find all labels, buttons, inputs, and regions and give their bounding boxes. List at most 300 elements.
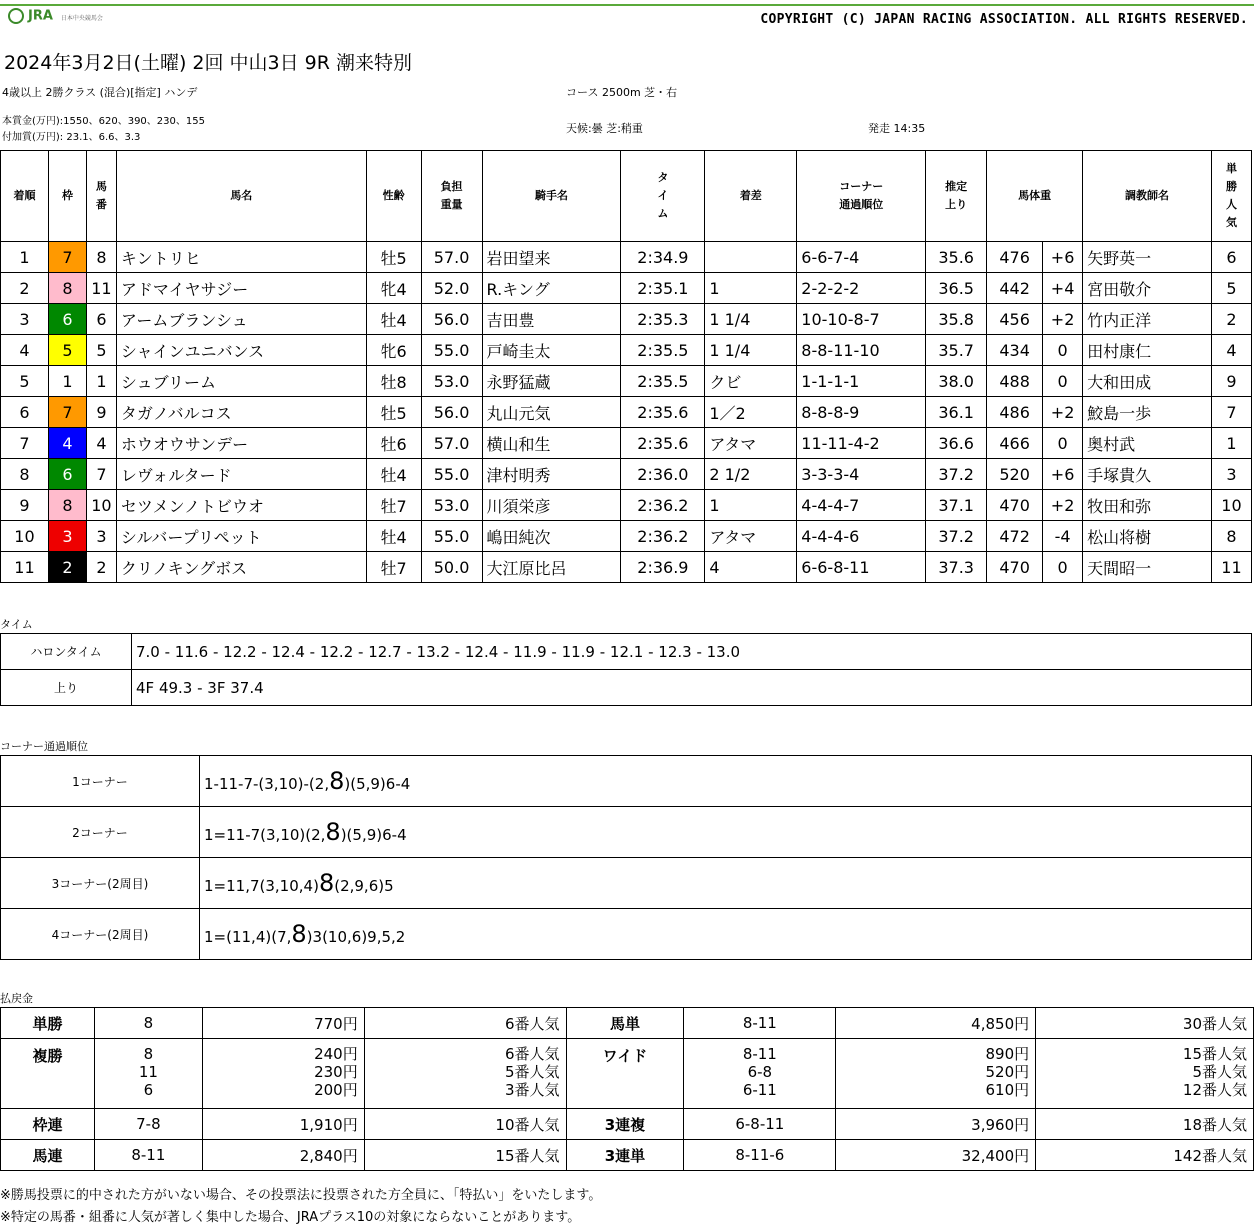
- last3f-cell: 35.7: [926, 335, 987, 366]
- load-cell: 56.0: [421, 304, 482, 335]
- corner-label: 2コーナー: [1, 807, 200, 858]
- corner-row: [1, 807, 1252, 858]
- header-rank: 着順: [1, 151, 49, 242]
- wakuren-label: 枠連: [1, 1109, 95, 1140]
- fukusho-label: 複勝: [1, 1039, 95, 1109]
- fukusho-combo-3: 6: [143, 1081, 154, 1099]
- header-body: 馬体重: [987, 151, 1083, 242]
- time-cell: 2:35.5: [621, 366, 705, 397]
- result-row: [1, 428, 1252, 459]
- last3f-cell: 36.1: [926, 397, 987, 428]
- rank-cell: 6: [1, 397, 49, 428]
- note-2: ※特定の馬番・組番に人気が著しく集中した場合、JRAプラス10の対象にならないことがあります。: [0, 1210, 581, 1225]
- wide-combo-2: 6-8: [747, 1063, 773, 1081]
- trainer-cell: 奥村武: [1083, 428, 1212, 459]
- fukusho-amount-3: 200円: [314, 1081, 358, 1099]
- time-cell: 2:35.1: [621, 273, 705, 304]
- corner-order: [200, 807, 1252, 858]
- header-last3f-label: 推定 上り: [945, 180, 968, 211]
- payout-table: [0, 1007, 1254, 1171]
- last3f-cell: 36.5: [926, 273, 987, 304]
- body-weight-cell: 466: [987, 428, 1043, 459]
- prize-main: 本賞金(万円):1550、620、390、230、155: [2, 116, 205, 127]
- times-table: [0, 633, 1252, 706]
- horse-name-cell: ホウオウサンデー: [116, 428, 366, 459]
- umatan-pop: 30番人気: [1036, 1008, 1254, 1039]
- tansho-combo: 8: [94, 1008, 202, 1039]
- jockey-cell: 川須栄彦: [482, 490, 621, 521]
- popularity-cell: 5: [1211, 273, 1251, 304]
- corner-row: [1, 756, 1252, 807]
- header-time-label: タ イ ム: [657, 171, 669, 220]
- result-row: [1, 335, 1252, 366]
- jockey-cell: 横山和生: [482, 428, 621, 459]
- result-row: [1, 521, 1252, 552]
- corner-order-pre: 1=(11,4)(7,: [204, 928, 292, 946]
- corner-order-cell: 3-3-3-4: [797, 459, 926, 490]
- rank-cell: 3: [1, 304, 49, 335]
- jockey-cell: 大江原比呂: [482, 552, 621, 583]
- wide-amount: [836, 1039, 1036, 1109]
- race-weather: 天候:曇 芝:稍重: [566, 122, 643, 135]
- trainer-cell: 鮫島一歩: [1083, 397, 1212, 428]
- rank-cell: 4: [1, 335, 49, 366]
- trainer-cell: 松山将樹: [1083, 521, 1212, 552]
- corner-body: [1, 756, 1252, 960]
- time-cell: 2:36.0: [621, 459, 705, 490]
- load-cell: 53.0: [421, 490, 482, 521]
- jockey-cell: 丸山元気: [482, 397, 621, 428]
- sex-age-cell: 牡7: [366, 552, 421, 583]
- rank-cell: 8: [1, 459, 49, 490]
- horse-name-cell: タガノバルコス: [116, 397, 366, 428]
- fukusho-pop: [364, 1039, 566, 1109]
- body-weight-cell: 486: [987, 397, 1043, 428]
- trainer-cell: 田村康仁: [1083, 335, 1212, 366]
- popularity-cell: 2: [1211, 304, 1251, 335]
- margin-cell: 1 1/4: [705, 335, 797, 366]
- last3f-cell: 35.8: [926, 304, 987, 335]
- result-row: [1, 273, 1252, 304]
- horse-number-cell: 7: [86, 459, 116, 490]
- fukusho-amount-1: 240円: [314, 1045, 358, 1063]
- waku-cell: 4: [48, 428, 86, 459]
- wide-pop-2: 5番人気: [1192, 1063, 1247, 1081]
- waku-cell: 3: [48, 521, 86, 552]
- results-table: [0, 150, 1252, 583]
- margin-cell: 2 1/2: [705, 459, 797, 490]
- payout-section-label: 払戻金: [0, 992, 33, 1005]
- header-jockey: 騎手名: [482, 151, 621, 242]
- umaren-pop: 15番人気: [364, 1140, 566, 1171]
- corner-row: [1, 858, 1252, 909]
- popularity-cell: 4: [1211, 335, 1251, 366]
- waku-cell: 6: [48, 304, 86, 335]
- horse-number-cell: 9: [86, 397, 116, 428]
- time-cell: 2:35.5: [621, 335, 705, 366]
- header-last3f: [926, 151, 987, 242]
- weight-diff-cell: +2: [1043, 304, 1083, 335]
- fukusho-pop-1: 6番人気: [504, 1045, 560, 1063]
- popularity-cell: 9: [1211, 366, 1251, 397]
- corner-order-cell: 6-6-7-4: [797, 242, 926, 273]
- header-pop: [1211, 151, 1251, 242]
- jockey-cell: 戸崎圭太: [482, 335, 621, 366]
- trainer-cell: 牧田和弥: [1083, 490, 1212, 521]
- body-weight-cell: 434: [987, 335, 1043, 366]
- time-cell: 2:36.2: [621, 490, 705, 521]
- umatan-amount: 4,850円: [836, 1008, 1036, 1039]
- weight-diff-cell: 0: [1043, 428, 1083, 459]
- waku-cell: 2: [48, 552, 86, 583]
- wide-amount-2: 520円: [985, 1063, 1030, 1081]
- sex-age-cell: 牝4: [366, 273, 421, 304]
- fukusho-combo-1: 8: [143, 1045, 154, 1063]
- corner-order-cell: 4-4-4-6: [797, 521, 926, 552]
- result-row: [1, 459, 1252, 490]
- rank-cell: 2: [1, 273, 49, 304]
- margin-cell: アタマ: [705, 428, 797, 459]
- horse-name-cell: アドマイヤサジー: [116, 273, 366, 304]
- fukusho-pop-3: 3番人気: [504, 1081, 560, 1099]
- corner-row: [1, 909, 1252, 960]
- race-start-time: 発走 14:35: [868, 122, 926, 135]
- weight-diff-cell: +2: [1043, 490, 1083, 521]
- corner-order-post: (2,9,6)5: [334, 877, 394, 895]
- sex-age-cell: 牡4: [366, 304, 421, 335]
- jockey-cell: 吉田豊: [482, 304, 621, 335]
- horse-number-cell: 8: [86, 242, 116, 273]
- last3f-cell: 37.2: [926, 459, 987, 490]
- jockey-cell: 永野猛蔵: [482, 366, 621, 397]
- jockey-cell: 津村明秀: [482, 459, 621, 490]
- umaren-combo: 8-11: [94, 1140, 202, 1171]
- trainer-cell: 手塚貴久: [1083, 459, 1212, 490]
- jockey-cell: R.キング: [482, 273, 621, 304]
- sex-age-cell: 牡4: [366, 459, 421, 490]
- wide-amount-1: 890円: [985, 1045, 1030, 1063]
- sanrenpuku-pop: 18番人気: [1036, 1109, 1254, 1140]
- margin-cell: 1: [705, 273, 797, 304]
- fukusho-amount-2: 230円: [314, 1063, 358, 1081]
- load-cell: 53.0: [421, 366, 482, 397]
- trainer-cell: 矢野英一: [1083, 242, 1212, 273]
- weight-diff-cell: +2: [1043, 397, 1083, 428]
- load-cell: 56.0: [421, 397, 482, 428]
- sex-age-cell: 牝6: [366, 335, 421, 366]
- jra-logo[interactable]: [8, 8, 103, 24]
- header-corner: [797, 151, 926, 242]
- result-row: [1, 242, 1252, 273]
- waku-cell: 7: [48, 397, 86, 428]
- time-cell: 2:35.3: [621, 304, 705, 335]
- header-pop-label: 単 勝 人 気: [1225, 162, 1237, 229]
- popularity-cell: 11: [1211, 552, 1251, 583]
- corner-order-cell: 1-1-1-1: [797, 366, 926, 397]
- agari-label: 上り: [1, 670, 132, 706]
- rank-cell: 5: [1, 366, 49, 397]
- wide-pop-1: 15番人気: [1182, 1045, 1247, 1063]
- wide-label: ワイド: [566, 1039, 684, 1109]
- popularity-cell: 10: [1211, 490, 1251, 521]
- sanrentan-pop: 142番人気: [1036, 1140, 1254, 1171]
- payout-row-fukusho: [1, 1039, 1254, 1109]
- waku-cell: 6: [48, 459, 86, 490]
- weight-diff-cell: 0: [1043, 335, 1083, 366]
- last3f-cell: 35.6: [926, 242, 987, 273]
- horse-name-cell: アームブランシュ: [116, 304, 366, 335]
- fukusho-amount: [202, 1039, 364, 1109]
- popularity-cell: 8: [1211, 521, 1251, 552]
- header-num: [86, 151, 116, 242]
- note-1: ※勝馬投票に的中された方がいない場合、その投票法に投票された方全員に、「特払い」をいたします。: [0, 1188, 602, 1203]
- page-header: [0, 0, 1254, 36]
- corner-section-label: コーナー通過順位: [0, 740, 88, 753]
- jockey-cell: 嶋田純次: [482, 521, 621, 552]
- corner-order-big: 8: [291, 920, 307, 948]
- tansho-amount: 770円: [202, 1008, 364, 1039]
- corner-order: [200, 909, 1252, 960]
- corner-order-big: 8: [325, 818, 341, 846]
- last3f-cell: 37.1: [926, 490, 987, 521]
- fukusho-pop-2: 5番人気: [504, 1063, 560, 1081]
- sex-age-cell: 牡8: [366, 366, 421, 397]
- race-conditions: 4歳以上 2勝クラス (混合)[指定] ハンデ: [2, 86, 198, 99]
- body-weight-cell: 520: [987, 459, 1043, 490]
- horse-number-cell: 2: [86, 552, 116, 583]
- tansho-pop: 6番人気: [364, 1008, 566, 1039]
- load-cell: 50.0: [421, 552, 482, 583]
- last3f-cell: 37.2: [926, 521, 987, 552]
- time-cell: 2:36.9: [621, 552, 705, 583]
- corner-order-cell: 4-4-4-7: [797, 490, 926, 521]
- margin-cell: 4: [705, 552, 797, 583]
- trainer-cell: 竹内正洋: [1083, 304, 1212, 335]
- corner-order-pre: 1-11-7-(3,10)-(2,: [204, 775, 330, 793]
- fukusho-combo: [94, 1039, 202, 1109]
- margin-cell: 1: [705, 490, 797, 521]
- margin-cell: 1／2: [705, 397, 797, 428]
- rank-cell: 1: [1, 242, 49, 273]
- sanrenpuku-combo: 6-8-11: [684, 1109, 836, 1140]
- sex-age-cell: 牡5: [366, 242, 421, 273]
- payout-row-wakuren: [1, 1109, 1254, 1140]
- results-header-row: [1, 151, 1252, 242]
- umaren-label: 馬連: [1, 1140, 95, 1171]
- corner-order: [200, 858, 1252, 909]
- jra-logo-icon: [8, 8, 24, 24]
- horse-name-cell: シルバープリペット: [116, 521, 366, 552]
- load-cell: 55.0: [421, 335, 482, 366]
- corner-order-big: 8: [318, 869, 335, 897]
- corner-label: 3コーナー(2周目): [1, 858, 200, 909]
- header-num-label: 馬 番: [95, 180, 107, 211]
- result-row: [1, 490, 1252, 521]
- tansho-label: 単勝: [1, 1008, 95, 1039]
- jockey-cell: 岩田望来: [482, 242, 621, 273]
- sex-age-cell: 牡4: [366, 521, 421, 552]
- margin-cell: クビ: [705, 366, 797, 397]
- corner-label: 1コーナー: [1, 756, 200, 807]
- halon-row: [1, 634, 1252, 670]
- weight-diff-cell: -4: [1043, 521, 1083, 552]
- body-weight-cell: 488: [987, 366, 1043, 397]
- waku-cell: 7: [48, 242, 86, 273]
- rank-cell: 11: [1, 552, 49, 583]
- sanrentan-amount: 32,400円: [836, 1140, 1036, 1171]
- corner-table: [0, 755, 1252, 960]
- prize-extra: 付加賞(万円): 23.1、6.6、3.3: [2, 132, 141, 143]
- corner-order-big: 8: [329, 767, 345, 795]
- time-cell: 2:35.6: [621, 397, 705, 428]
- copyright-text: COPYRIGHT (C) JAPAN RACING ASSOCIATION. ALL RIGHTS RESERVED.: [760, 12, 1248, 27]
- logo-subtext: 日本中央競馬会: [60, 14, 103, 22]
- race-title: 2024年3月2日(土曜) 2回 中山3日 9R 潮来特別: [4, 52, 412, 74]
- load-cell: 57.0: [421, 428, 482, 459]
- horse-name-cell: クリノキングボス: [116, 552, 366, 583]
- load-cell: 57.0: [421, 242, 482, 273]
- fukusho-combo-2: 11: [138, 1063, 158, 1081]
- times-section-label: タイム: [0, 618, 33, 631]
- corner-order-cell: 10-10-8-7: [797, 304, 926, 335]
- sanrenpuku-amount: 3,960円: [836, 1109, 1036, 1140]
- waku-cell: 8: [48, 273, 86, 304]
- horse-name-cell: シュブリーム: [116, 366, 366, 397]
- header-load-label: 負担 重量: [440, 180, 463, 211]
- time-cell: 2:36.2: [621, 521, 705, 552]
- wide-amount-3: 610円: [985, 1081, 1030, 1099]
- body-weight-cell: 456: [987, 304, 1043, 335]
- result-row: [1, 552, 1252, 583]
- umatan-combo: 8-11: [684, 1008, 836, 1039]
- corner-order-pre: 1=11-7(3,10)(2,: [204, 826, 326, 844]
- corner-order-cell: 8-8-11-10: [797, 335, 926, 366]
- margin-cell: 1 1/4: [705, 304, 797, 335]
- body-weight-cell: 472: [987, 521, 1043, 552]
- corner-label: 4コーナー(2周目): [1, 909, 200, 960]
- horse-number-cell: 11: [86, 273, 116, 304]
- margin-cell: アタマ: [705, 521, 797, 552]
- trainer-cell: 天間昭一: [1083, 552, 1212, 583]
- corner-order-cell: 6-6-8-11: [797, 552, 926, 583]
- header-waku: 枠: [48, 151, 86, 242]
- results-body: [1, 242, 1252, 583]
- header-divider: [0, 4, 1254, 6]
- body-weight-cell: 470: [987, 490, 1043, 521]
- horse-number-cell: 5: [86, 335, 116, 366]
- header-trainer: 調教師名: [1083, 151, 1212, 242]
- popularity-cell: 6: [1211, 242, 1251, 273]
- horse-number-cell: 1: [86, 366, 116, 397]
- corner-order: [200, 756, 1252, 807]
- sex-age-cell: 牡6: [366, 428, 421, 459]
- weight-diff-cell: 0: [1043, 366, 1083, 397]
- logo-text: JRA: [28, 8, 53, 24]
- time-cell: 2:35.6: [621, 428, 705, 459]
- weight-diff-cell: +6: [1043, 459, 1083, 490]
- wide-pop: [1036, 1039, 1254, 1109]
- body-weight-cell: 476: [987, 242, 1043, 273]
- result-row: [1, 397, 1252, 428]
- wakuren-combo: 7-8: [94, 1109, 202, 1140]
- rank-cell: 10: [1, 521, 49, 552]
- body-weight-cell: 442: [987, 273, 1043, 304]
- horse-number-cell: 6: [86, 304, 116, 335]
- wide-combo: [684, 1039, 836, 1109]
- horse-number-cell: 4: [86, 428, 116, 459]
- corner-order-cell: 8-8-8-9: [797, 397, 926, 428]
- horse-name-cell: シャインユニバンス: [116, 335, 366, 366]
- umaren-amount: 2,840円: [202, 1140, 364, 1171]
- corner-order-post: )(5,9)6-4: [340, 826, 407, 844]
- corner-order-cell: 11-11-4-2: [797, 428, 926, 459]
- agari-row: [1, 670, 1252, 706]
- load-cell: 52.0: [421, 273, 482, 304]
- popularity-cell: 1: [1211, 428, 1251, 459]
- agari-values: 4F 49.3 - 3F 37.4: [132, 670, 1252, 706]
- result-row: [1, 304, 1252, 335]
- umatan-label: 馬単: [566, 1008, 684, 1039]
- wide-combo-3: 6-11: [742, 1081, 777, 1099]
- load-cell: 55.0: [421, 459, 482, 490]
- sanrentan-label: 3連単: [566, 1140, 684, 1171]
- popularity-cell: 3: [1211, 459, 1251, 490]
- margin-cell: [705, 242, 797, 273]
- trainer-cell: 宮田敬介: [1083, 273, 1212, 304]
- sex-age-cell: 牡5: [366, 397, 421, 428]
- horse-number-cell: 10: [86, 490, 116, 521]
- payout-row-tansho: [1, 1008, 1254, 1039]
- waku-cell: 8: [48, 490, 86, 521]
- header-corner-label: コーナー 通過順位: [839, 180, 884, 211]
- wakuren-pop: 10番人気: [364, 1109, 566, 1140]
- popularity-cell: 7: [1211, 397, 1251, 428]
- wakuren-amount: 1,910円: [202, 1109, 364, 1140]
- sanrenpuku-label: 3連複: [566, 1109, 684, 1140]
- header-time: [621, 151, 705, 242]
- corner-order-post: )3(10,6)9,5,2: [306, 928, 406, 946]
- corner-order-cell: 2-2-2-2: [797, 273, 926, 304]
- wide-combo-1: 8-11: [742, 1045, 777, 1063]
- last3f-cell: 36.6: [926, 428, 987, 459]
- last3f-cell: 38.0: [926, 366, 987, 397]
- horse-name-cell: セツメンノトビウオ: [116, 490, 366, 521]
- corner-order-post: )(5,9)6-4: [344, 775, 411, 793]
- body-weight-cell: 470: [987, 552, 1043, 583]
- sex-age-cell: 牡7: [366, 490, 421, 521]
- result-row: [1, 366, 1252, 397]
- last3f-cell: 37.3: [926, 552, 987, 583]
- load-cell: 55.0: [421, 521, 482, 552]
- halon-label: ハロンタイム: [1, 634, 132, 670]
- waku-cell: 5: [48, 335, 86, 366]
- horse-name-cell: レヴォルタード: [116, 459, 366, 490]
- wide-pop-3: 12番人気: [1182, 1081, 1247, 1099]
- sanrentan-combo: 8-11-6: [684, 1140, 836, 1171]
- horse-number-cell: 3: [86, 521, 116, 552]
- horse-name-cell: キントリヒ: [116, 242, 366, 273]
- header-margin: 着差: [705, 151, 797, 242]
- halon-values: 7.0 - 11.6 - 12.2 - 12.4 - 12.2 - 12.7 - 13.2 - 12.4 - 11.9 - 11.9 - 12.1 - 12.3 - 13.0: [132, 634, 1252, 670]
- rank-cell: 7: [1, 428, 49, 459]
- header-name: 馬名: [116, 151, 366, 242]
- header-sexage: 性齢: [366, 151, 421, 242]
- header-load: [421, 151, 482, 242]
- time-cell: 2:34.9: [621, 242, 705, 273]
- waku-cell: 1: [48, 366, 86, 397]
- weight-diff-cell: 0: [1043, 552, 1083, 583]
- race-course: コース 2500m 芝・右: [566, 86, 678, 99]
